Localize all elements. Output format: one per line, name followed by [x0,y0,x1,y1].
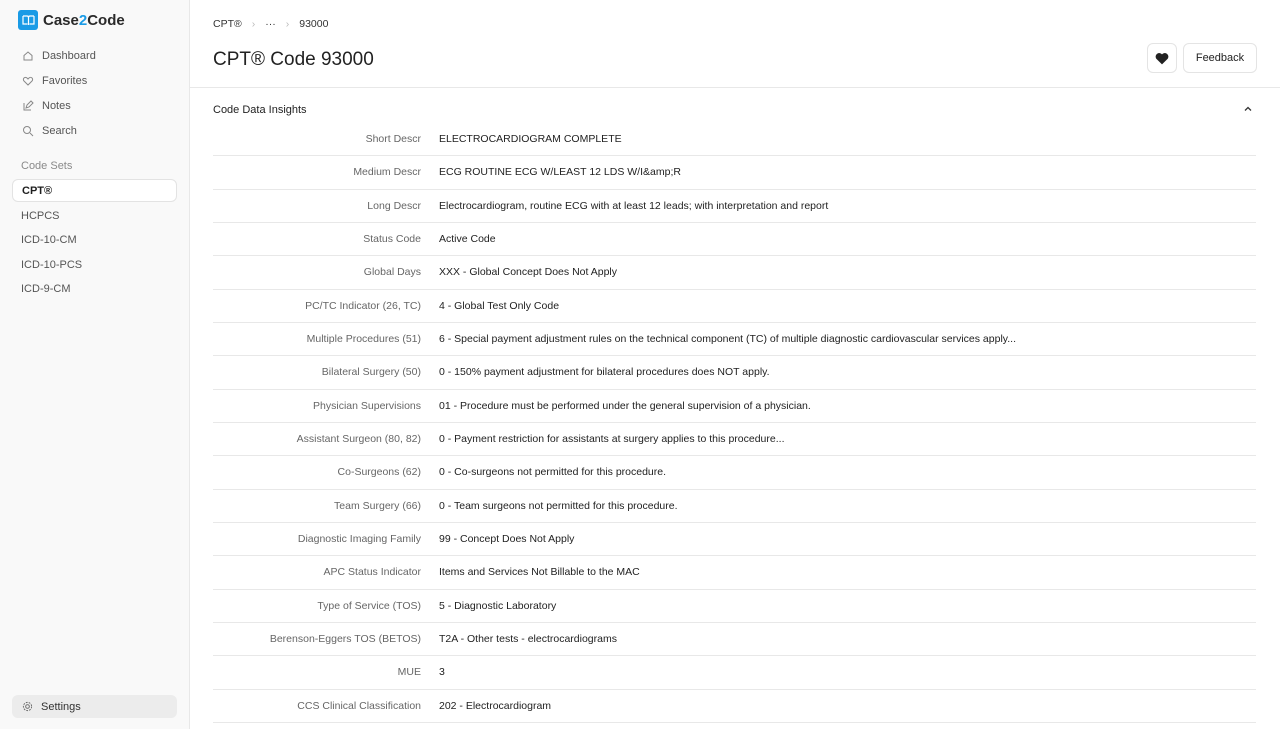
row-value: XXX - Global Concept Does Not Apply [439,266,618,279]
nav-label: Notes [42,99,71,112]
row-label: Physician Supervisions [313,399,421,412]
table-row [213,623,1256,656]
row-label: Medium Descr [353,166,421,179]
nav-label: Dashboard [42,49,96,62]
row-label: Status Code [363,233,421,246]
row-value: T2A - Other tests - electrocardiograms [439,633,617,646]
code-set-icd10pcs[interactable]: ICD-10-PCS [21,258,83,271]
row-label: Co-Surgeons (62) [337,466,421,479]
app-name: Case2Code [43,11,125,29]
row-label: Type of Service (TOS) [317,599,421,612]
table-row [213,190,1256,223]
feedback-button[interactable]: Feedback [1183,43,1257,73]
settings-label: Settings [41,700,81,713]
table-row [213,690,1256,723]
nav-dashboard[interactable] [12,43,177,68]
app-logo[interactable] [18,10,125,30]
row-label: PC/TC Indicator (26, TC) [305,299,421,312]
heart-icon [22,75,34,87]
row-value: 4 - Global Test Only Code [439,299,560,312]
row-value: 0 - 150% payment adjustment for bilateral procedures does NOT apply. [439,366,770,379]
row-value: 0 - Payment restriction for assistants at surgery applies to this procedure... [439,433,785,446]
table-row [213,356,1256,389]
row-label: Long Descr [367,199,421,212]
row-value: 6 - Special payment adjustment rules on the technical component (TC) of multiple diagnostic cardiovascular services apply... [439,333,1016,346]
row-label: Team Surgery (66) [334,499,421,512]
table-row [213,123,1256,156]
nav-favorites[interactable] [12,68,177,93]
row-value: 99 - Concept Does Not Apply [439,533,575,546]
nav-notes[interactable] [12,93,177,118]
edit-icon [22,100,34,112]
row-label: Short Descr [365,133,421,146]
settings-button[interactable] [12,695,177,718]
nav-search[interactable] [12,118,177,143]
breadcrumb [213,18,328,30]
row-value: Items and Services Not Billable to the MAC [439,566,640,579]
code-set-icd9cm[interactable]: ICD-9-CM [21,283,71,296]
search-icon [22,125,34,137]
table-row [213,490,1256,523]
sidebar [0,0,190,729]
gear-icon [22,701,33,712]
code-sets-heading: Code Sets [21,160,73,172]
page-title: CPT® Code 93000 [213,49,374,70]
table-row [213,656,1256,689]
book-icon [18,10,38,30]
chevron-right-icon: › [285,18,290,30]
breadcrumb-current: 93000 [299,18,329,30]
home-icon [22,50,34,62]
row-label: MUE [397,666,421,679]
table-row [213,523,1256,556]
row-value: 01 - Procedure must be performed under the general supervision of a physician. [439,399,811,412]
row-label: Assistant Surgeon (80, 82) [296,433,421,446]
table-row [213,556,1256,589]
row-value: 0 - Co-surgeons not permitted for this procedure. [439,466,667,479]
row-label: Berenson-Eggers TOS (BETOS) [269,633,421,646]
code-sets-list [12,179,177,302]
favorite-button[interactable] [1147,43,1177,73]
section-title: Code Data Insights [213,104,307,116]
chevron-up-icon[interactable] [1242,103,1254,115]
table-row [213,256,1256,289]
heart-filled-icon [1155,52,1169,65]
row-label: APC Status Indicator [323,566,421,579]
code-data-table [213,123,1256,723]
code-set-icd10cm[interactable]: ICD-10-CM [21,234,77,247]
row-value: 0 - Team surgeons not permitted for this procedure. [439,499,678,512]
table-row [213,456,1256,489]
breadcrumb-ellipsis[interactable]: ··· [265,18,276,30]
table-row [213,590,1256,623]
table-row [213,156,1256,189]
nav-label: Search [42,124,77,137]
header-divider [190,87,1280,88]
row-value: 202 - Electrocardiogram [439,699,552,712]
row-value: Active Code [439,233,496,246]
row-label: Diagnostic Imaging Family [297,533,421,546]
main-nav [12,43,177,143]
row-value: ECG ROUTINE ECG W/LEAST 12 LDS W/I&amp;R [439,166,681,179]
breadcrumb-cpt[interactable]: CPT® [213,18,242,30]
row-value: 5 - Diagnostic Laboratory [439,599,557,612]
row-label: Bilateral Surgery (50) [321,366,421,379]
table-row [213,423,1256,456]
table-row [213,223,1256,256]
table-row [213,290,1256,323]
row-value: ELECTROCARDIOGRAM COMPLETE [439,133,622,146]
nav-label: Favorites [42,74,88,87]
row-label: Multiple Procedures (51) [306,333,421,346]
row-label: CCS Clinical Classification [297,699,421,712]
row-value: Electrocardiogram, routine ECG with at least 12 leads; with interpretation and report [439,199,829,212]
code-set-hcpcs[interactable]: HCPCS [21,209,60,222]
row-value: 3 [439,666,445,679]
chevron-right-icon: › [251,18,256,30]
table-row [213,323,1256,356]
table-row [213,390,1256,423]
row-label: Global Days [363,266,421,279]
code-set-cpt[interactable]: CPT® [12,179,177,202]
